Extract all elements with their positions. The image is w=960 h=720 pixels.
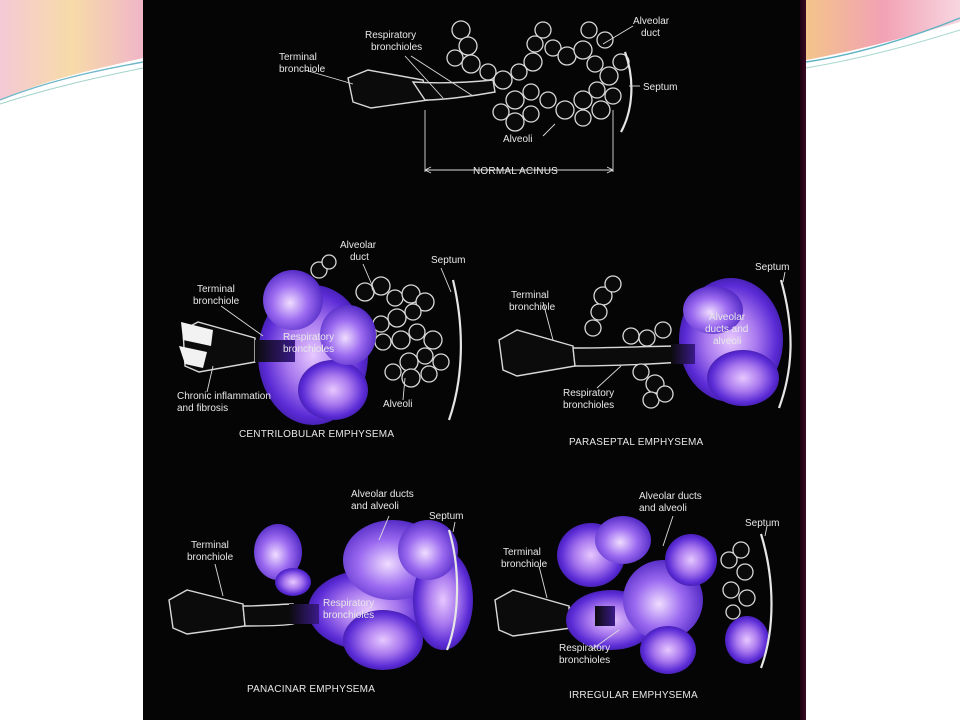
diagram-canvas — [143, 0, 804, 720]
panacinar-tube — [169, 590, 293, 634]
label-alveolar-ducts-alveoli: Alveolar ducts — [639, 491, 702, 502]
centrilobular-septum — [449, 280, 461, 420]
label-respiratory-bronchioles-2: bronchioles — [323, 610, 375, 621]
label-terminal-bronchiole: Terminal — [511, 290, 549, 301]
label-septum: Septum — [643, 82, 678, 93]
label-respiratory-bronchioles: Respiratory — [323, 598, 375, 609]
label-alveolar-duct: Alveolar — [633, 16, 670, 27]
label-alveolar-duct: Alveolar — [340, 240, 377, 251]
label-respiratory-bronchioles-2: bronchioles — [283, 344, 335, 355]
label-terminal-bronchiole-2: bronchiole — [187, 552, 234, 563]
label-terminal-bronchiole: Terminal — [197, 284, 235, 295]
label-terminal-bronchiole-2: bronchiole — [509, 302, 556, 313]
caption-panacinar-emphysema: PANACINAR EMPHYSEMA — [247, 684, 376, 695]
caption-irregular-emphysema: IRREGULAR EMPHYSEMA — [569, 690, 698, 701]
left-decorative-swoosh — [0, 0, 143, 104]
terminal-bronchiole-tube — [348, 70, 495, 108]
label-alveolar-ducts-alveoli-2: and alveoli — [351, 501, 399, 512]
label-alveolar-ducts-alveoli-3: alveoli — [713, 336, 742, 347]
label-alveolar-ducts-alveoli-2: and alveoli — [639, 503, 687, 514]
label-terminal-bronchiole: Terminal — [279, 52, 317, 63]
label-respiratory-bronchioles-2: bronchioles — [563, 400, 615, 411]
label-chronic-inflammation-2: and fibrosis — [177, 403, 229, 414]
caption-paraseptal-emphysema: PARASEPTAL EMPHYSEMA — [569, 437, 704, 448]
caption-centrilobular-emphysema: CENTRILOBULAR EMPHYSEMA — [239, 429, 395, 440]
label-respiratory-bronchioles: Respiratory — [365, 30, 417, 41]
irregular-dark-alveoli — [721, 542, 755, 619]
emphysema-types-figure — [143, 0, 804, 720]
label-terminal-bronchiole-2: bronchiole — [193, 296, 240, 307]
label-respiratory-bronchioles: Respiratory — [563, 388, 615, 399]
caption-normal-acinus: NORMAL ACINUS — [473, 166, 559, 177]
label-septum: Septum — [429, 511, 464, 522]
figure-edge-strip — [800, 0, 806, 720]
label-respiratory-bronchioles-2: bronchioles — [371, 42, 423, 53]
label-chronic-inflammation: Chronic inflammation — [177, 391, 271, 402]
label-alveolar-ducts-alveoli: Alveolar — [709, 312, 746, 323]
label-terminal-bronchiole-2: bronchiole — [501, 559, 548, 570]
label-septum: Septum — [755, 262, 790, 273]
label-alveolar-ducts-alveoli: Alveolar ducts — [351, 489, 414, 500]
label-terminal-bronchiole: Terminal — [191, 540, 229, 551]
centrilobular-tube — [179, 322, 255, 372]
label-alveolar-duct-2: duct — [641, 28, 660, 39]
label-alveolar-ducts-alveoli-2: ducts and — [705, 324, 749, 335]
label-septum: Septum — [431, 255, 466, 266]
label-terminal-bronchiole: Terminal — [503, 547, 541, 558]
label-alveoli: Alveoli — [383, 399, 413, 410]
right-decorative-swoosh — [806, 0, 960, 68]
panel-paraseptal-emphysema — [499, 262, 791, 448]
label-respiratory-bronchioles-2: bronchioles — [559, 655, 611, 666]
label-alveolar-duct-2: duct — [350, 252, 369, 263]
panel-centrilobular-emphysema — [177, 240, 465, 440]
panel-normal-acinus — [279, 16, 677, 177]
label-alveoli: Alveoli — [503, 134, 533, 145]
label-respiratory-bronchioles: Respiratory — [559, 643, 611, 654]
panacinar-purple-mass — [254, 520, 473, 670]
label-terminal-bronchiole-2: bronchiole — [279, 64, 326, 75]
label-septum: Septum — [745, 518, 780, 529]
panel-irregular-emphysema — [495, 491, 779, 701]
panel-panacinar-emphysema — [169, 489, 473, 695]
label-respiratory-bronchioles: Respiratory — [283, 332, 335, 343]
normal-alveoli-cluster — [447, 21, 629, 131]
